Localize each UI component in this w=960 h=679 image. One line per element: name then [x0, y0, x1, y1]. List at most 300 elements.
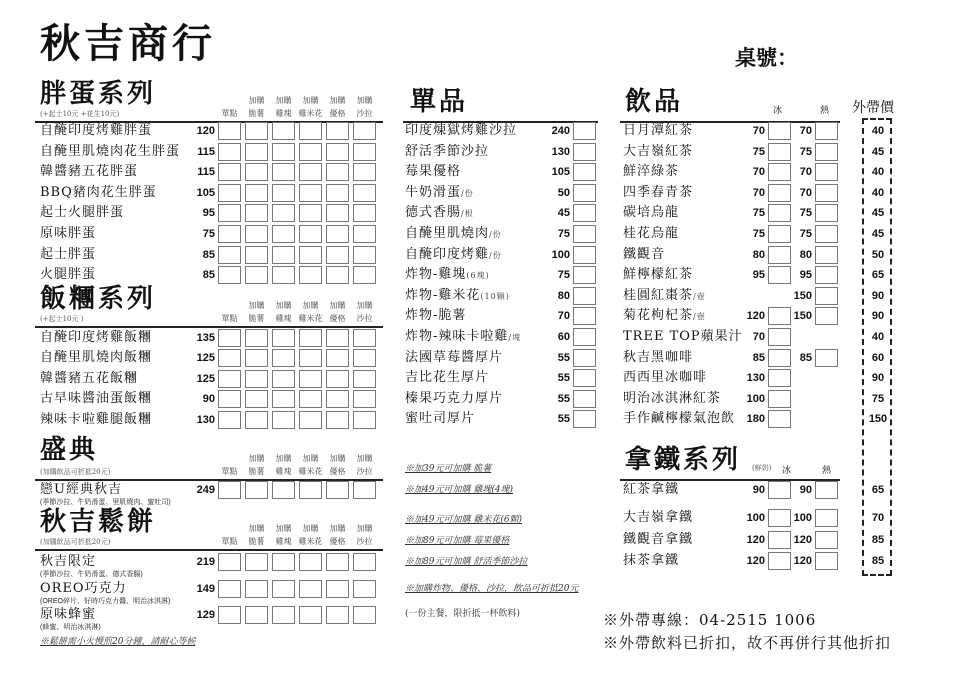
item-price: 75	[557, 269, 570, 282]
item-price: 249	[196, 484, 215, 496]
addon-promo-note: ※加購炸物、優格、沙拉，飲品可折抵20元	[405, 584, 579, 594]
order-checkbox-雞塊[interactable]	[272, 411, 295, 429]
order-checkbox-沙拉[interactable]	[353, 184, 376, 202]
order-checkbox-單點[interactable]	[218, 553, 241, 571]
addon-label: 加購	[275, 96, 292, 105]
addon-column-header: 雞塊	[275, 467, 292, 476]
danpin-title: 單品	[410, 87, 469, 117]
order-checkbox-脆薯[interactable]	[245, 606, 268, 624]
hot-checkbox[interactable]	[815, 163, 838, 181]
drink-name-text: 大吉嶺紅茶	[623, 143, 694, 159]
drink-name-text: 手作鹹檸檬氣泡飲	[623, 411, 736, 427]
order-checkbox-單點[interactable]	[218, 184, 241, 202]
order-checkbox-脆薯[interactable]	[245, 163, 268, 181]
ice-price: 120	[746, 310, 765, 323]
addon-column-header: 雞塊	[275, 314, 292, 323]
ice-checkbox[interactable]	[768, 552, 791, 570]
order-checkbox-脆薯[interactable]	[245, 143, 268, 161]
item-price: 75	[202, 228, 215, 240]
item-price: 149	[196, 582, 215, 595]
addon-column-header: 沙拉	[356, 314, 373, 323]
order-checkbox[interactable]	[573, 328, 596, 346]
item-name: 起士胖蛋	[40, 246, 97, 262]
drink-name-text: 明治冰淇淋紅茶	[623, 390, 722, 406]
order-checkbox-沙拉[interactable]	[353, 370, 376, 388]
order-checkbox-雞米花[interactable]	[299, 390, 322, 408]
addon-label: 加購	[248, 96, 265, 105]
item-price: 129	[196, 609, 215, 621]
hot-checkbox[interactable]	[815, 287, 838, 305]
item-name	[405, 370, 489, 387]
order-checkbox-沙拉[interactable]	[353, 266, 376, 284]
ice-checkbox[interactable]	[768, 122, 791, 140]
order-checkbox-優格[interactable]	[326, 580, 349, 598]
order-checkbox[interactable]	[573, 163, 596, 181]
order-checkbox[interactable]	[573, 266, 596, 284]
addon-label: 加購	[329, 454, 346, 463]
order-checkbox-優格[interactable]	[326, 184, 349, 202]
ice-price: 100	[746, 392, 765, 405]
item-name: 秋吉限定	[40, 554, 97, 569]
order-checkbox-雞塊[interactable]	[272, 184, 295, 202]
item-name: 自醃印度烤雞胖蛋	[40, 123, 153, 138]
item-name-text: 德式香腸	[405, 205, 462, 221]
order-checkbox[interactable]	[573, 184, 596, 202]
item-price: 55	[557, 392, 570, 405]
item-price: 85	[202, 269, 215, 282]
order-checkbox-雞塊[interactable]	[272, 143, 295, 161]
item-price: 240	[551, 125, 570, 137]
order-checkbox-沙拉[interactable]	[353, 143, 376, 161]
takeout-price: 40	[871, 186, 885, 199]
order-checkbox-單點[interactable]	[218, 580, 241, 598]
addon-label: 加購	[302, 454, 319, 463]
order-checkbox-雞米花[interactable]	[299, 481, 322, 499]
hot-checkbox[interactable]	[815, 266, 838, 284]
order-checkbox-雞塊[interactable]	[272, 349, 295, 367]
item-name-text: 自醃印度烤雞	[405, 246, 490, 262]
item-name	[405, 288, 510, 305]
ice-checkbox[interactable]	[768, 266, 791, 284]
drink-name	[623, 123, 693, 140]
addon-promo-note: (一份主餐，限折抵一杯飲料)	[405, 609, 521, 619]
item-name-text: 自醃里肌燒肉	[405, 226, 490, 241]
item-price: 219	[196, 556, 215, 568]
hot-checkbox[interactable]	[815, 184, 838, 202]
drink-name-text: 西西里冰咖啡	[623, 370, 708, 386]
ice-price: 180	[746, 413, 765, 426]
drink-name	[623, 370, 707, 387]
order-checkbox-雞塊[interactable]	[272, 553, 295, 571]
order-checkbox[interactable]	[573, 349, 596, 367]
order-checkbox-雞塊[interactable]	[272, 329, 295, 347]
addon-label: 加購	[248, 454, 265, 463]
item-price: 100	[551, 248, 570, 261]
order-checkbox-優格[interactable]	[326, 143, 349, 161]
ice-checkbox[interactable]	[768, 184, 791, 202]
addon-column-header: 脆薯	[248, 467, 265, 476]
addon-column-header: 單點	[221, 537, 238, 546]
hot-price: 120	[793, 555, 812, 567]
order-checkbox[interactable]	[573, 225, 596, 243]
addon-promo-note: ※加39元可加購 脆薯	[405, 464, 492, 474]
ice-checkbox[interactable]	[768, 390, 791, 408]
ice-checkbox[interactable]	[768, 531, 791, 549]
order-checkbox-優格[interactable]	[326, 390, 349, 408]
drink-name	[623, 267, 693, 284]
addon-label: 加購	[356, 96, 373, 105]
order-checkbox-沙拉[interactable]	[353, 225, 376, 243]
hot-checkbox[interactable]	[815, 122, 838, 140]
drink-name	[623, 482, 679, 498]
item-name-text: 蜜吐司厚片	[405, 411, 476, 427]
order-checkbox[interactable]	[573, 122, 596, 140]
ice-checkbox[interactable]	[768, 204, 791, 222]
item-price: 55	[557, 413, 570, 426]
order-checkbox-雞塊[interactable]	[272, 481, 295, 499]
order-checkbox-沙拉[interactable]	[353, 163, 376, 181]
drink-name-text: 四季春青茶	[623, 184, 694, 200]
ice-price: 130	[746, 372, 765, 385]
item-name: 原味蜂蜜	[40, 607, 97, 622]
order-checkbox-沙拉[interactable]	[353, 329, 376, 347]
order-checkbox-優格[interactable]	[326, 225, 349, 243]
drink-name	[623, 391, 721, 408]
order-checkbox-單點[interactable]	[218, 163, 241, 181]
order-checkbox-雞塊[interactable]	[272, 122, 295, 140]
order-checkbox-單點[interactable]	[218, 411, 241, 429]
order-checkbox-沙拉[interactable]	[353, 204, 376, 222]
order-checkbox-單點[interactable]	[218, 204, 241, 222]
drink-name	[623, 164, 679, 181]
hot-header: 熱	[820, 106, 830, 116]
order-checkbox-沙拉[interactable]	[353, 481, 376, 499]
item-name-text: 炸物-脆薯	[405, 308, 467, 324]
drink-name	[623, 247, 665, 264]
order-checkbox-沙拉[interactable]	[353, 122, 376, 140]
pangdan-note: (+起士10元 +花生10元)	[40, 110, 120, 118]
item-price: 45	[557, 207, 570, 220]
ice-checkbox[interactable]	[768, 410, 791, 428]
order-checkbox-脆薯[interactable]	[245, 580, 268, 598]
ice-checkbox[interactable]	[768, 509, 791, 527]
table-number-label: 桌號：	[735, 45, 798, 70]
drink-name	[623, 288, 706, 305]
order-checkbox-脆薯[interactable]	[245, 204, 268, 222]
order-checkbox-單點[interactable]	[218, 390, 241, 408]
order-checkbox-優格[interactable]	[326, 553, 349, 571]
addon-label: 加購	[275, 301, 292, 310]
order-checkbox-優格[interactable]	[326, 411, 349, 429]
item-name: OREO巧克力	[40, 580, 127, 596]
item-price: 60	[557, 331, 570, 343]
hot-price: 150	[793, 310, 812, 323]
hot-price: 150	[793, 289, 812, 302]
order-checkbox[interactable]	[573, 143, 596, 161]
hot-checkbox[interactable]	[815, 225, 838, 243]
order-checkbox-雞塊[interactable]	[272, 225, 295, 243]
ice-price: 80	[752, 248, 765, 261]
order-checkbox[interactable]	[573, 410, 596, 428]
order-checkbox[interactable]	[573, 204, 596, 222]
order-checkbox-雞米花[interactable]	[299, 266, 322, 284]
item-price: 130	[551, 145, 570, 158]
ice-checkbox[interactable]	[768, 369, 791, 387]
addon-label: 加購	[248, 301, 265, 310]
item-name	[405, 329, 521, 346]
item-name: 韓醬豬五花胖蛋	[40, 164, 139, 180]
addon-column-header: 優格	[329, 314, 346, 323]
item-price: 135	[196, 332, 215, 344]
addon-label: 加購	[275, 454, 292, 463]
item-price: 85	[202, 248, 215, 261]
order-checkbox-單點[interactable]	[218, 329, 241, 347]
addon-column-header: 雞塊	[275, 109, 292, 118]
order-checkbox-沙拉[interactable]	[353, 390, 376, 408]
takeout-price: 50	[871, 248, 885, 261]
ice-checkbox[interactable]	[768, 143, 791, 161]
item-price: 50	[557, 186, 570, 199]
order-checkbox-單點[interactable]	[218, 122, 241, 140]
hot-price: 95	[799, 269, 812, 282]
drink-name	[623, 532, 693, 548]
order-checkbox-雞塊[interactable]	[272, 246, 295, 264]
order-checkbox-脆薯[interactable]	[245, 184, 268, 202]
order-checkbox-單點[interactable]	[218, 349, 241, 367]
hot-checkbox[interactable]	[815, 509, 838, 527]
drink-name-text: 大吉嶺拿鐵	[623, 510, 694, 525]
order-checkbox-沙拉[interactable]	[353, 246, 376, 264]
hot-price: 70	[799, 186, 812, 199]
item-name: 韓醬豬五花飯糰	[40, 370, 139, 386]
order-checkbox-雞米花[interactable]	[299, 553, 322, 571]
order-checkbox[interactable]	[573, 287, 596, 305]
order-checkbox-優格[interactable]	[326, 122, 349, 140]
drink-name	[623, 553, 679, 569]
ice-checkbox[interactable]	[768, 349, 791, 367]
item-name: 戀U經典秋吉	[40, 482, 122, 497]
order-checkbox-單點[interactable]	[218, 370, 241, 388]
order-checkbox-脆薯[interactable]	[245, 246, 268, 264]
order-checkbox-沙拉[interactable]	[353, 411, 376, 429]
songbing-title: 秋吉鬆餅	[40, 507, 157, 537]
hot-checkbox[interactable]	[815, 246, 838, 264]
takeout-price: 90	[871, 372, 885, 385]
order-checkbox-脆薯[interactable]	[245, 266, 268, 284]
addon-column-header: 沙拉	[356, 109, 373, 118]
drink-name-text: 日月潭紅茶	[623, 123, 694, 138]
order-checkbox-雞米花[interactable]	[299, 122, 322, 140]
ice-checkbox[interactable]	[768, 163, 791, 181]
item-price: 105	[196, 186, 215, 199]
order-checkbox-雞米花[interactable]	[299, 349, 322, 367]
hot-checkbox[interactable]	[815, 531, 838, 549]
order-checkbox-雞米花[interactable]	[299, 606, 322, 624]
order-checkbox-雞米花[interactable]	[299, 163, 322, 181]
drink-name-text: 鮮檸檬紅茶	[623, 267, 694, 283]
order-checkbox-脆薯[interactable]	[245, 225, 268, 243]
item-price: 75	[557, 228, 570, 240]
takeout-price: 65	[871, 484, 885, 496]
order-checkbox-雞米花[interactable]	[299, 411, 322, 429]
order-checkbox-雞塊[interactable]	[272, 370, 295, 388]
drink-name	[623, 144, 693, 161]
order-checkbox-脆薯[interactable]	[245, 349, 268, 367]
addon-label: 加購	[356, 524, 373, 533]
hot-price: 70	[799, 125, 812, 137]
drink-unit: /壺	[693, 312, 706, 322]
item-price: 130	[196, 413, 215, 426]
order-checkbox-雞米花[interactable]	[299, 204, 322, 222]
order-checkbox-雞米花[interactable]	[299, 184, 322, 202]
addon-label: 加購	[356, 301, 373, 310]
order-checkbox-脆薯[interactable]	[245, 481, 268, 499]
addon-label: 加購	[329, 96, 346, 105]
item-name: 古早味醬油蛋飯糰	[40, 391, 153, 407]
item-name: 原味胖蛋	[40, 226, 97, 241]
order-checkbox-脆薯[interactable]	[245, 553, 268, 571]
latte-title: 拿鐵系列	[625, 445, 742, 475]
order-checkbox-雞米花[interactable]	[299, 370, 322, 388]
order-checkbox-優格[interactable]	[326, 266, 349, 284]
item-unit: (6塊)	[466, 271, 490, 281]
hot-checkbox[interactable]	[815, 143, 838, 161]
order-checkbox-脆薯[interactable]	[245, 411, 268, 429]
order-checkbox-雞米花[interactable]	[299, 580, 322, 598]
item-price: 55	[557, 372, 570, 385]
addon-column-header: 脆薯	[248, 314, 265, 323]
item-name: 辣味卡啦雞腿飯糰	[40, 411, 153, 427]
addon-promo-note: ※加89元可加購 舒活季節沙拉	[405, 557, 528, 567]
item-name-text: 法國草莓醬厚片	[405, 349, 504, 365]
order-checkbox-優格[interactable]	[326, 481, 349, 499]
order-checkbox[interactable]	[573, 307, 596, 325]
order-checkbox-優格[interactable]	[326, 329, 349, 347]
order-checkbox-脆薯[interactable]	[245, 390, 268, 408]
item-price: 70	[557, 310, 570, 323]
item-name	[405, 144, 489, 161]
shop-title: 秋吉商行	[40, 20, 216, 67]
order-checkbox-雞塊[interactable]	[272, 606, 295, 624]
addon-promo-note: ※加49元可加購 雞米花(6顆)	[405, 515, 523, 525]
order-checkbox-雞米花[interactable]	[299, 329, 322, 347]
addon-column-header: 優格	[329, 109, 346, 118]
hot-checkbox[interactable]	[815, 481, 838, 499]
order-checkbox-單點[interactable]	[218, 481, 241, 499]
addon-label: 加購	[275, 524, 292, 533]
takeout-price: 45	[871, 207, 885, 220]
order-checkbox-雞塊[interactable]	[272, 204, 295, 222]
item-name-text: 炸物-雞塊	[405, 267, 467, 283]
shengdian-note: (加購飲品可折抵20元)	[40, 468, 111, 476]
order-checkbox-雞米花[interactable]	[299, 246, 322, 264]
takeout-price: 85	[871, 534, 885, 546]
order-checkbox-雞米花[interactable]	[299, 225, 322, 243]
order-checkbox-優格[interactable]	[326, 349, 349, 367]
takeout-price: 90	[871, 310, 885, 323]
order-checkbox[interactable]	[573, 369, 596, 387]
order-checkbox-脆薯[interactable]	[245, 122, 268, 140]
order-checkbox-脆薯[interactable]	[245, 370, 268, 388]
addon-column-header: 單點	[221, 109, 238, 118]
order-checkbox-雞塊[interactable]	[272, 266, 295, 284]
addon-column-header: 沙拉	[356, 537, 373, 546]
item-unit: /塊	[508, 333, 522, 342]
order-checkbox-雞塊[interactable]	[272, 390, 295, 408]
ice-header: 冰	[773, 106, 783, 116]
drink-name-text: 鐵觀音拿鐵	[623, 532, 694, 547]
order-checkbox-脆薯[interactable]	[245, 329, 268, 347]
item-name	[405, 350, 503, 367]
addon-label: 加購	[329, 301, 346, 310]
item-name-text: 印度煉獄烤雞沙拉	[405, 123, 518, 138]
order-checkbox-優格[interactable]	[326, 163, 349, 181]
hot-checkbox[interactable]	[815, 349, 838, 367]
order-checkbox-單點[interactable]	[218, 266, 241, 284]
takeout-price: 60	[871, 351, 885, 364]
drink-name-text: 抹茶拿鐵	[623, 553, 680, 568]
drink-name-text: 紅茶拿鐵	[623, 482, 680, 497]
item-price: 95	[202, 207, 215, 220]
order-checkbox-沙拉[interactable]	[353, 606, 376, 624]
ice-checkbox[interactable]	[768, 225, 791, 243]
hot-price: 75	[799, 207, 812, 220]
order-checkbox-單點[interactable]	[218, 246, 241, 264]
hot-checkbox[interactable]	[815, 307, 838, 325]
order-checkbox-單點[interactable]	[218, 606, 241, 624]
hot-price: 85	[799, 351, 812, 364]
order-checkbox-單點[interactable]	[218, 143, 241, 161]
ice-price: 85	[752, 351, 765, 364]
ice-checkbox[interactable]	[768, 246, 791, 264]
item-unit: /份	[489, 250, 502, 260]
ice-price: 95	[752, 269, 765, 282]
item-name-text: 牛奶滑蛋	[405, 184, 462, 200]
hot-checkbox[interactable]	[815, 204, 838, 222]
order-checkbox[interactable]	[573, 390, 596, 408]
latte-divider	[620, 479, 840, 481]
ice-checkbox[interactable]	[768, 307, 791, 325]
hot-price: 75	[799, 145, 812, 158]
order-checkbox-優格[interactable]	[326, 606, 349, 624]
addon-column-header: 脆薯	[248, 537, 265, 546]
order-checkbox-沙拉[interactable]	[353, 580, 376, 598]
order-checkbox-雞塊[interactable]	[272, 580, 295, 598]
fantuan-note: (+起士10元 )	[40, 315, 84, 323]
latte-note: (鮮奶)	[752, 464, 772, 472]
hot-checkbox[interactable]	[815, 552, 838, 570]
order-checkbox-優格[interactable]	[326, 370, 349, 388]
order-checkbox-沙拉[interactable]	[353, 553, 376, 571]
order-checkbox[interactable]	[573, 246, 596, 264]
order-checkbox-優格[interactable]	[326, 246, 349, 264]
item-name-text: 吉比花生厚片	[405, 370, 490, 386]
order-checkbox-優格[interactable]	[326, 204, 349, 222]
order-checkbox-雞米花[interactable]	[299, 143, 322, 161]
ice-checkbox[interactable]	[768, 328, 791, 346]
ice-price: 75	[752, 228, 765, 240]
ice-checkbox[interactable]	[768, 481, 791, 499]
item-name-text: 舒活季節沙拉	[405, 143, 490, 159]
order-checkbox-單點[interactable]	[218, 225, 241, 243]
addon-label: 加購	[356, 454, 373, 463]
order-checkbox-沙拉[interactable]	[353, 349, 376, 367]
order-checkbox-雞塊[interactable]	[272, 163, 295, 181]
ice-price: 120	[746, 534, 765, 546]
takeout-discount-note: ※外帶飲料已折扣，故不再併行其他折扣	[603, 634, 892, 652]
item-name: 自醃里肌燒肉花生胖蛋	[40, 143, 181, 159]
ice-price: 75	[752, 207, 765, 220]
